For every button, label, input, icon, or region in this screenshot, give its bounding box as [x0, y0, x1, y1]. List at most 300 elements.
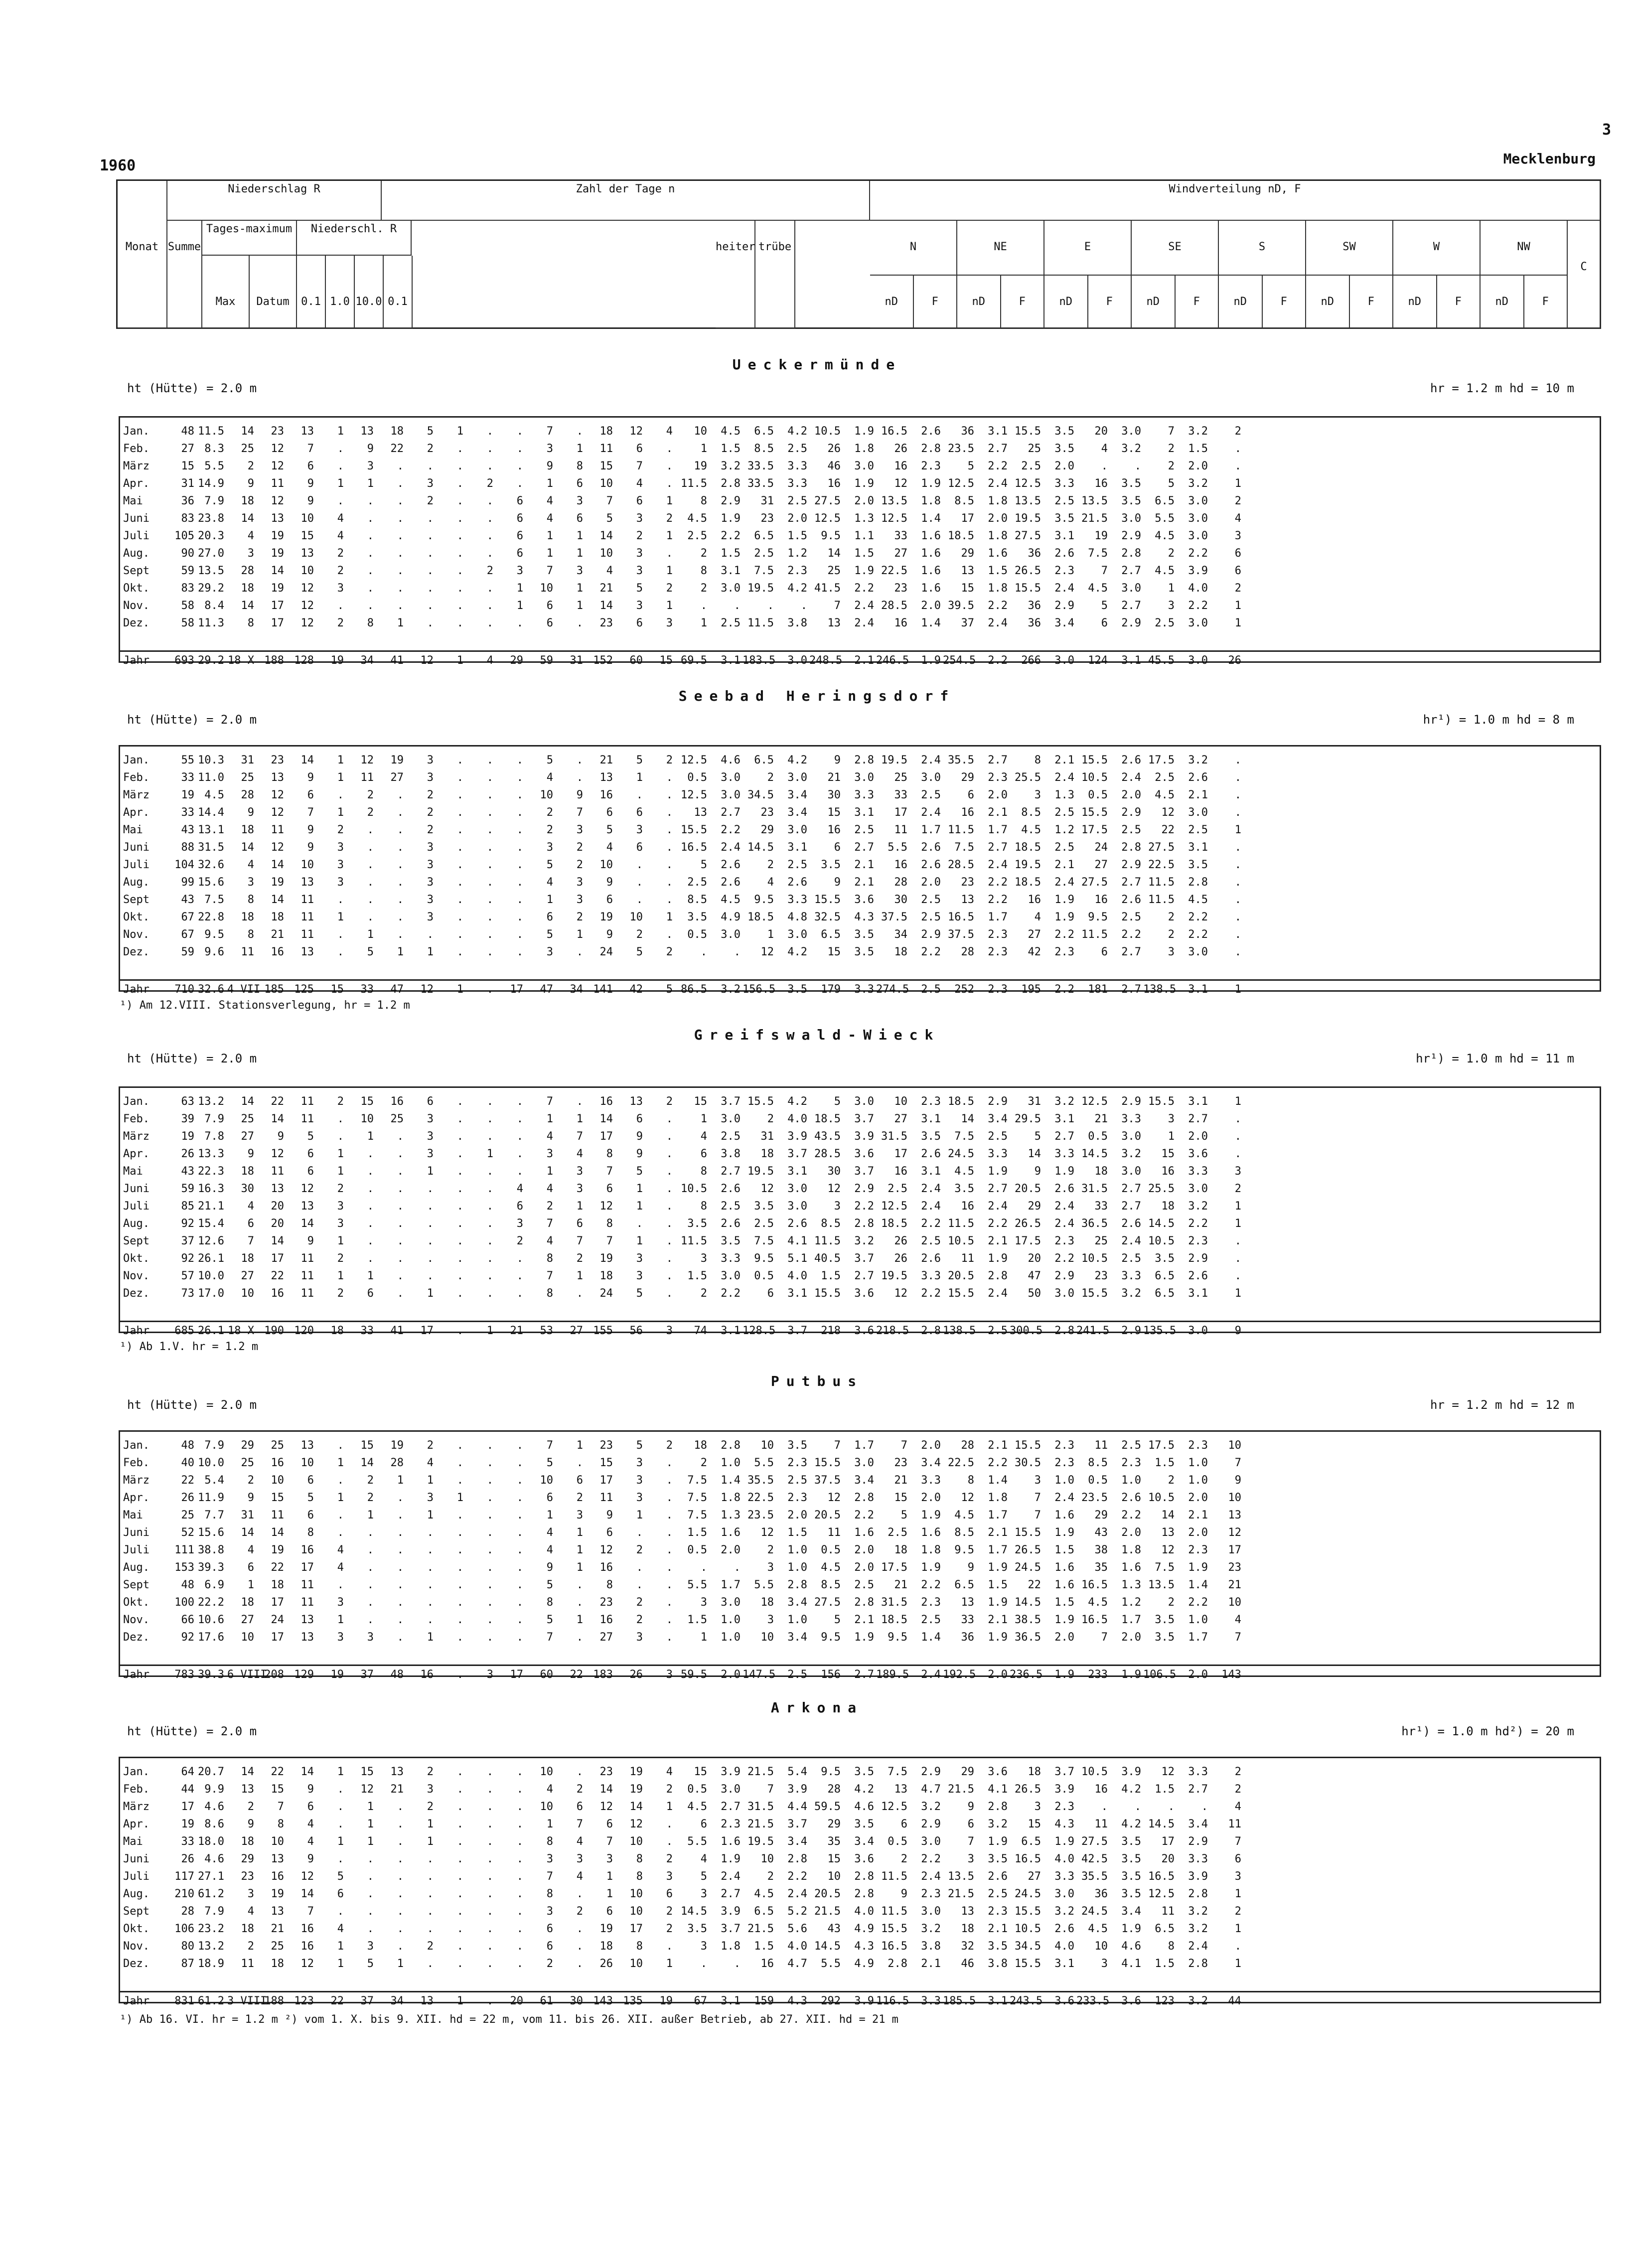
header-direction: E — [1044, 221, 1132, 276]
table-cell: 3 — [367, 460, 374, 472]
table-cell: 28.5 — [881, 600, 907, 612]
table-cell: 3.0 — [721, 582, 741, 595]
table-cell: 2 — [247, 1940, 254, 1953]
table-cell: 10 — [241, 1287, 254, 1300]
table-cell: 2.5 — [721, 1130, 741, 1143]
table-cell: Dez. — [123, 1287, 149, 1300]
table-cell: 42.5 — [1081, 1853, 1108, 1865]
table-cell: 5 — [546, 928, 553, 941]
table-cell: . — [427, 460, 434, 472]
table-cell: 1.4 — [988, 1474, 1008, 1487]
table-cell: 12 — [300, 1958, 314, 1970]
table-cell: . — [666, 859, 673, 871]
table-cell: 13 — [961, 1905, 974, 1918]
table-cell: 2.4 — [1054, 582, 1074, 595]
table-cell: 66 — [181, 1614, 194, 1626]
table-cell: 19.5 — [747, 1165, 774, 1178]
station-title: Arkona — [770, 1699, 864, 1716]
table-cell: 3 — [576, 565, 583, 577]
table-cell: 47 — [540, 983, 553, 996]
table-cell: . — [486, 1801, 493, 1813]
table-cell: . — [456, 1325, 463, 1337]
table-row — [120, 562, 1600, 580]
table-cell: 2.6 — [1121, 894, 1141, 906]
table-cell: . — [486, 425, 493, 438]
table-cell: 2.8 — [854, 1596, 874, 1609]
table-cell: 1.6 — [1121, 1561, 1141, 1574]
table-cell: 3.4 — [1188, 1818, 1208, 1830]
table-cell: . — [427, 1217, 434, 1230]
table-cell: 27.1 — [198, 1870, 224, 1883]
table-cell: 9 — [606, 1509, 613, 1521]
table-cell: . — [666, 1130, 673, 1143]
table-cell: 2.0 — [1188, 1668, 1208, 1681]
table-cell: 11 — [1094, 1818, 1108, 1830]
table-cell: 2.9 — [1188, 1835, 1208, 1848]
table-cell: . — [427, 1183, 434, 1195]
table-cell: . — [666, 1200, 673, 1212]
table-cell: 8 — [546, 1252, 553, 1265]
table-cell: . — [337, 894, 344, 906]
table-cell: 15 — [330, 983, 344, 996]
table-cell: 18.5 — [881, 1614, 907, 1626]
table-cell: 141 — [593, 983, 613, 996]
table-cell: 17.5 — [1148, 754, 1175, 766]
table-cell: 3.4 — [787, 1835, 807, 1848]
table-cell: . — [397, 1526, 404, 1539]
table-cell: 1 — [337, 1835, 344, 1848]
table-cell: 2 — [666, 1923, 673, 1935]
table-cell: 1 — [337, 1235, 344, 1247]
table-cell: . — [397, 859, 404, 871]
table-cell: Jan. — [123, 1439, 149, 1452]
table-cell: 2.5 — [754, 547, 774, 560]
table-cell: 27 — [1094, 859, 1108, 871]
table-cell: 6 — [546, 617, 553, 629]
table-cell: 3 — [576, 1183, 583, 1195]
station-hut-height: ht (Hütte) = 2.0 m — [127, 1052, 257, 1065]
table-cell: 3.1 — [988, 1995, 1008, 2007]
header-direction: N — [870, 221, 957, 276]
table-cell: 7 — [1234, 1835, 1241, 1848]
table-cell: 3.3 — [787, 460, 807, 472]
table-cell: . — [427, 1888, 434, 1900]
table-cell: 1 — [576, 600, 583, 612]
table-cell: 1 — [397, 1958, 404, 1970]
table-cell: 2 — [486, 565, 493, 577]
table-cell: 3 — [427, 859, 434, 871]
table-cell: 3 — [576, 495, 583, 507]
table-cell: 6 — [576, 1474, 583, 1487]
table-cell: . — [1234, 460, 1241, 472]
table-cell: 2.2 — [854, 1509, 874, 1521]
table-cell: 195 — [1021, 983, 1041, 996]
table-cell: . — [576, 1579, 583, 1591]
table-cell: 2 — [337, 1095, 344, 1108]
table-cell: 1 — [1234, 617, 1241, 629]
table-cell: 29.2 — [198, 582, 224, 595]
table-cell: 2.7 — [988, 754, 1008, 766]
table-cell: 1 — [427, 1509, 434, 1521]
table-cell: 12 — [300, 1870, 314, 1883]
table-cell: . — [456, 1835, 463, 1848]
table-cell: 3 — [337, 1631, 344, 1644]
table-cell: Mai — [123, 1835, 143, 1848]
table-cell: 1 — [337, 1492, 344, 1504]
table-cell: 7 — [546, 425, 553, 438]
table-cell: 2.5 — [1054, 841, 1074, 854]
table-cell: 3.5 — [1155, 1252, 1175, 1265]
table-cell: 20.7 — [198, 1766, 224, 1778]
table-cell: . — [486, 1183, 493, 1195]
table-cell: . — [367, 1905, 374, 1918]
table-cell: 1.9 — [988, 1835, 1008, 1848]
table-cell: Dez. — [123, 1958, 149, 1970]
table-row — [120, 1833, 1600, 1850]
table-cell: 13 — [300, 547, 314, 560]
table-cell: 3 — [576, 1509, 583, 1521]
table-cell: 15.4 — [198, 1217, 224, 1230]
table-cell: 18 — [241, 824, 254, 836]
table-cell: 8 — [606, 1579, 613, 1591]
table-cell: 3 — [1034, 1474, 1041, 1487]
table-cell: 2 — [1168, 460, 1175, 472]
table-cell: 2.3 — [1121, 1457, 1141, 1469]
table-cell: 1 — [636, 1200, 643, 1212]
table-cell: . — [666, 1561, 673, 1574]
table-cell: 37 — [360, 1995, 374, 2007]
table-cell: 138.5 — [1143, 983, 1177, 996]
table-cell: 18 — [760, 1596, 774, 1609]
header-nd: nD — [1481, 276, 1524, 328]
table-cell: 2.0 — [787, 512, 807, 525]
table-cell: 14 — [360, 1457, 374, 1469]
table-cell: 8 — [1168, 1940, 1175, 1953]
table-cell: . — [367, 1923, 374, 1935]
table-cell: 15 — [599, 1457, 613, 1469]
table-cell: . — [397, 1870, 404, 1883]
table-cell: . — [486, 1766, 493, 1778]
table-cell: 4 — [486, 654, 493, 667]
table-cell: 1 — [666, 911, 673, 923]
table-cell: . — [666, 1270, 673, 1282]
table-cell: 12 — [599, 1544, 613, 1556]
table-cell: 37.5 — [814, 1474, 841, 1487]
table-cell: 2.3 — [1054, 946, 1074, 958]
table-cell: . — [456, 1526, 463, 1539]
table-cell: 3.0 — [854, 1095, 874, 1108]
table-cell: . — [367, 1544, 374, 1556]
table-cell: 2 — [767, 1544, 774, 1556]
table-cell: 43 — [1094, 1526, 1108, 1539]
table-cell: 7.5 — [687, 1492, 707, 1504]
table-cell: 3.5 — [921, 1130, 941, 1143]
table-cell: 9 — [247, 1818, 254, 1830]
table-cell: 19 — [271, 547, 284, 560]
table-cell: 10.3 — [198, 754, 224, 766]
table-row — [120, 1267, 1600, 1285]
table-cell: 8.5 — [821, 1579, 841, 1591]
table-cell: 37 — [360, 1668, 374, 1681]
table-cell: 10.5 — [1081, 1766, 1108, 1778]
table-cell: 1 — [367, 928, 374, 941]
table-cell: 6 — [636, 617, 643, 629]
table-cell: 1.5 — [787, 530, 807, 542]
table-cell: 16.5 — [1148, 1870, 1175, 1883]
table-cell: 5 — [636, 946, 643, 958]
table-cell: 13.5 — [1015, 495, 1041, 507]
page-year: 1960 — [100, 157, 136, 174]
table-cell: 15.5 — [1148, 1095, 1175, 1108]
table-cell: 3.2 — [1188, 754, 1208, 766]
table-cell: 2 — [337, 1252, 344, 1265]
table-cell: 1 — [576, 530, 583, 542]
header-nd: nD — [870, 276, 914, 328]
table-cell: 20.5 — [1015, 1183, 1041, 1195]
table-cell: 2.1 — [1188, 789, 1208, 801]
table-cell: 2.0 — [921, 876, 941, 889]
table-cell: . — [456, 1561, 463, 1574]
table-cell: 3 — [666, 1325, 673, 1337]
table-cell: 2.4 — [787, 1888, 807, 1900]
table-cell: 26 — [181, 1148, 194, 1160]
table-cell: 21 — [599, 754, 613, 766]
table-cell: 20 — [271, 1200, 284, 1212]
table-row — [120, 1215, 1600, 1232]
table-cell: . — [367, 894, 374, 906]
table-cell: . — [486, 1457, 493, 1469]
table-cell: 2.2 — [1054, 1252, 1074, 1265]
table-cell: 13 — [300, 946, 314, 958]
table-cell: 1 — [337, 1165, 344, 1178]
table-cell: 15.5 — [1081, 806, 1108, 819]
table-cell: 17 — [420, 1325, 434, 1337]
table-cell: 4.0 — [854, 1905, 874, 1918]
table-cell: Feb. — [123, 1113, 149, 1125]
table-cell: . — [486, 1596, 493, 1609]
table-cell: 4.5 — [721, 894, 741, 906]
table-cell: 25 — [271, 1940, 284, 1953]
table-cell: 233 — [1088, 1668, 1108, 1681]
header-nd: nD — [957, 276, 1001, 328]
table-cell: . — [666, 806, 673, 819]
table-cell: 35 — [827, 1835, 841, 1848]
station-table — [119, 1430, 1601, 1681]
table-cell: Okt. — [123, 1596, 149, 1609]
table-cell: 1.4 — [921, 617, 941, 629]
table-cell: . — [337, 1474, 344, 1487]
table-row — [120, 1868, 1600, 1885]
table-cell: 3 — [427, 841, 434, 854]
table-cell: 1.9 — [721, 1853, 741, 1865]
table-cell: . — [666, 1287, 673, 1300]
table-cell: 2.6 — [721, 1217, 741, 1230]
table-cell: 3.5 — [954, 1183, 974, 1195]
table-cell: 28 — [390, 1457, 404, 1469]
table-cell: 7 — [576, 1818, 583, 1830]
table-cell: 3 — [1234, 1165, 1241, 1178]
table-cell: 1 — [576, 1561, 583, 1574]
table-cell: 7 — [277, 1801, 284, 1813]
table-cell: 18 — [241, 911, 254, 923]
table-cell: Okt. — [123, 911, 149, 923]
table-cell: 2 — [666, 946, 673, 958]
table-cell: 3 — [666, 1870, 673, 1883]
table-cell: Mai — [123, 824, 143, 836]
table-cell: . — [397, 547, 404, 560]
table-cell: 3.5 — [787, 1439, 807, 1452]
table-cell: 783 — [174, 1668, 194, 1681]
table-cell: . — [456, 1287, 463, 1300]
table-cell: Sept — [123, 894, 149, 906]
table-cell: . — [486, 1561, 493, 1574]
table-cell: . — [456, 1148, 463, 1160]
table-cell: 7 — [546, 1270, 553, 1282]
table-cell: 25 — [181, 1509, 194, 1521]
table-cell: 29 — [961, 771, 974, 784]
table-cell: 5 — [546, 859, 553, 871]
table-cell: 5.6 — [787, 1923, 807, 1935]
table-cell: 26 — [827, 443, 841, 455]
table-cell: Aug. — [123, 876, 149, 889]
table-cell: 16.5 — [881, 1940, 907, 1953]
table-cell: 2.4 — [988, 1287, 1008, 1300]
table-cell: 2.2 — [1121, 1509, 1141, 1521]
table-cell: 246.5 — [876, 654, 909, 667]
table-cell: 11 — [300, 1095, 314, 1108]
table-cell: 2.0 — [1054, 1631, 1074, 1644]
table-cell: 2.6 — [921, 859, 941, 871]
table-cell: 7.9 — [204, 1439, 224, 1452]
table-cell: 7.5 — [754, 1235, 774, 1247]
table-cell: 2.0 — [854, 1544, 874, 1556]
table-cell: 2 — [247, 1801, 254, 1813]
table-cell: 7 — [307, 443, 314, 455]
table-cell: 2.6 — [1054, 1183, 1074, 1195]
table-cell: 9 — [307, 841, 314, 854]
table-cell: 17.6 — [198, 1631, 224, 1644]
table-cell: 128.5 — [743, 1325, 776, 1337]
table-cell: . — [397, 824, 404, 836]
table-cell: 128 — [294, 654, 314, 667]
table-cell: 23 — [271, 754, 284, 766]
table-cell: 12 — [1228, 1526, 1241, 1539]
table-cell: 13 — [894, 1783, 907, 1796]
table-cell: 15 — [271, 1492, 284, 1504]
table-cell: 43 — [827, 1923, 841, 1935]
table-cell: 3.1 — [988, 425, 1008, 438]
table-cell: 21 — [271, 1923, 284, 1935]
table-cell: 10.5 — [1148, 1235, 1175, 1247]
table-cell: 10 — [540, 582, 553, 595]
table-cell: 19 — [629, 1783, 643, 1796]
table-cell: . — [456, 617, 463, 629]
table-cell: 4.6 — [721, 754, 741, 766]
table-cell: . — [486, 911, 493, 923]
table-cell: . — [516, 1766, 523, 1778]
table-cell: 300.5 — [1010, 1325, 1043, 1337]
table-cell: . — [427, 1853, 434, 1865]
table-cell: 2.5 — [921, 894, 941, 906]
table-cell: 4 — [606, 565, 613, 577]
table-cell: 12.5 — [1015, 477, 1041, 490]
table-cell: 3.1 — [721, 565, 741, 577]
station-table — [119, 416, 1601, 667]
table-cell: 4 — [247, 1905, 254, 1918]
table-cell: 2.3 — [1054, 1439, 1074, 1452]
table-cell: . — [516, 771, 523, 784]
station-footnote: ¹) Ab 1.V. hr = 1.2 m — [120, 1341, 259, 1353]
table-cell: 29.5 — [1015, 1113, 1041, 1125]
table-cell: 2.0 — [1188, 460, 1208, 472]
table-cell: 10 — [760, 1439, 774, 1452]
table-row — [120, 492, 1600, 510]
table-cell: 5 — [967, 460, 974, 472]
table-cell: 19.5 — [881, 754, 907, 766]
table-cell: 2 — [767, 1870, 774, 1883]
table-cell: 4.5 — [821, 1561, 841, 1574]
table-cell: . — [456, 859, 463, 871]
table-cell: 23.5 — [747, 1509, 774, 1521]
table-cell: 1 — [367, 477, 374, 490]
table-cell: 36 — [961, 1631, 974, 1644]
table-cell: 10.5 — [1148, 1492, 1175, 1504]
table-cell: 10 — [760, 1853, 774, 1865]
table-cell: 5 — [834, 1614, 841, 1626]
table-cell: 9 — [546, 460, 553, 472]
table-cell: 189.5 — [876, 1668, 909, 1681]
table-cell: 2 — [666, 1905, 673, 1918]
table-cell: 15.5 — [1015, 1905, 1041, 1918]
table-cell: 13.5 — [881, 495, 907, 507]
table-cell: . — [397, 1888, 404, 1900]
table-cell: 4.0 — [787, 1270, 807, 1282]
table-cell: 7.5 — [687, 1474, 707, 1487]
table-cell: . — [516, 1509, 523, 1521]
table-cell: 59 — [181, 1183, 194, 1195]
table-cell: 6 — [1234, 1853, 1241, 1865]
table-cell: 4 — [337, 530, 344, 542]
table-header — [116, 179, 1601, 329]
table-cell: 3.6 — [988, 1766, 1008, 1778]
table-cell: 30 — [894, 894, 907, 906]
table-cell: 46 — [961, 1958, 974, 1970]
table-cell: . — [397, 477, 404, 490]
table-cell: 1.6 — [721, 1835, 741, 1848]
table-cell: 11 — [271, 477, 284, 490]
table-cell: 15 — [659, 654, 673, 667]
table-cell: 8 — [606, 1217, 613, 1230]
table-cell: 19 — [271, 1888, 284, 1900]
table-cell: . — [516, 946, 523, 958]
table-cell: . — [397, 841, 404, 854]
table-cell: . — [456, 1783, 463, 1796]
table-cell: 2 — [576, 1905, 583, 1918]
table-cell: 3.3 — [988, 1148, 1008, 1160]
table-cell: 685 — [174, 1325, 194, 1337]
table-cell: 2 — [367, 789, 374, 801]
table-cell: 26.5 — [1015, 1544, 1041, 1556]
table-cell: 19 — [659, 1995, 673, 2007]
table-cell: 11.5 — [814, 1235, 841, 1247]
table-cell: 4 — [576, 1870, 583, 1883]
table-cell: 2.4 — [988, 477, 1008, 490]
table-cell: 33.5 — [747, 477, 774, 490]
table-cell: . — [636, 1561, 643, 1574]
table-cell: 32.6 — [198, 859, 224, 871]
table-cell: 6 — [516, 547, 523, 560]
table-cell: 2.3 — [1054, 1457, 1074, 1469]
